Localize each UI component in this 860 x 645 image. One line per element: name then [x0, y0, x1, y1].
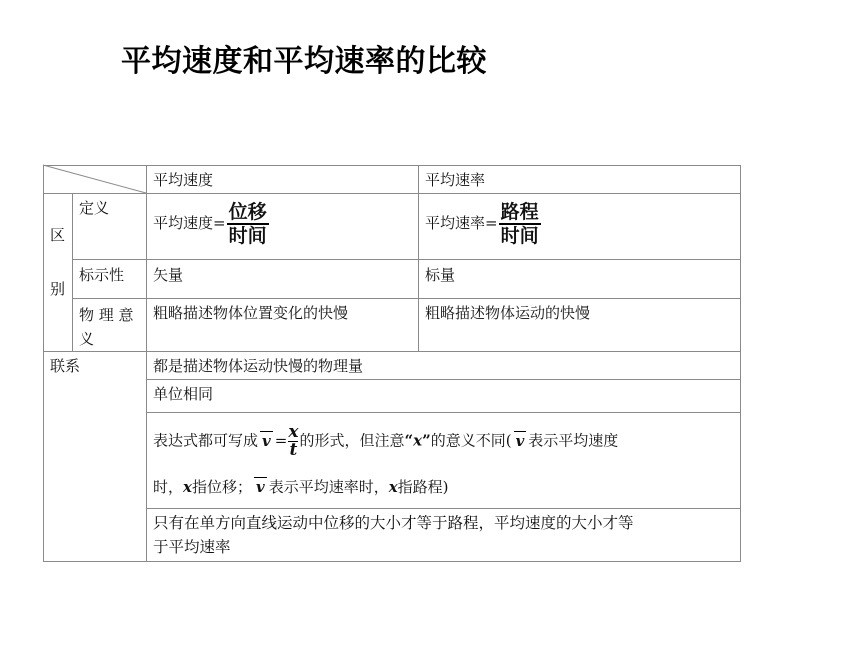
- velocity-numerator: 位移: [228, 201, 267, 223]
- distinction-label-char1: 区: [50, 226, 66, 244]
- page-title: 平均速度和平均速率的比较: [121, 44, 487, 79]
- table-rule: [72, 193, 73, 351]
- table-rule: [72, 259, 741, 260]
- relation-item-4-line-1: 只有在单方向直线运动中位移的大小才等于路程，平均速度的大小才等: [153, 514, 634, 532]
- definition-label: 定义: [79, 199, 110, 217]
- average-velocity-symbol: v: [262, 431, 271, 450]
- average-velocity-symbol: v: [515, 431, 525, 450]
- table-rule: [43, 165, 44, 562]
- table-rule: [43, 193, 741, 194]
- table-rule: [146, 379, 741, 380]
- speed-fraction: [499, 201, 541, 247]
- table-rule: [43, 351, 741, 352]
- relation-item-4-line-2: 于平均速率: [153, 538, 231, 556]
- table-rule: [43, 165, 741, 166]
- relation-item-3-line-1: 表达式都可写成 v = $\frac{x}{t}$ 的形式，但注意“x”的意义不同( v 表示平均速度: [153, 422, 619, 460]
- relation-item-1: 都是描述物体运动快慢的物理量: [153, 357, 364, 375]
- speed-denominator: 时间: [500, 225, 539, 247]
- header-avg-speed: 平均速率: [425, 171, 486, 189]
- x-over-t-fraction: $\frac{x}{t}$: [288, 422, 299, 460]
- vector-nature-label: 标示性: [79, 266, 125, 284]
- distinction-label-char2: 别: [50, 280, 66, 298]
- speed-numerator: 路程: [500, 201, 539, 223]
- table-rule: [72, 298, 741, 299]
- relation-label: 联系: [50, 357, 81, 375]
- speed-physical-meaning: 粗略描述物体运动的快慢: [425, 304, 591, 322]
- relation-item-2: 单位相同: [153, 385, 214, 403]
- physical-meaning-label: [79, 303, 134, 351]
- velocity-fraction: [227, 201, 269, 247]
- header-avg-velocity: 平均速度: [153, 171, 214, 189]
- velocity-vector-nature: 矢量: [153, 266, 184, 284]
- table-rule: [146, 508, 741, 509]
- table-rule: [146, 165, 147, 562]
- physical-meaning-label-line2: 义: [79, 330, 95, 348]
- speed-definition: [425, 201, 541, 247]
- velocity-definition-prefix: 平均速度=: [153, 214, 226, 232]
- velocity-denominator: 时间: [228, 225, 267, 247]
- speed-vector-nature: 标量: [425, 266, 456, 284]
- table-rule: [146, 412, 741, 413]
- relation-item-3-line-2: 时，x指位移； v 表示平均速率时，x指路程): [153, 478, 449, 496]
- table-rule: [740, 165, 741, 562]
- speed-definition-prefix: 平均速率=: [425, 214, 498, 232]
- table-rule: [43, 561, 741, 562]
- average-velocity-symbol: v: [255, 478, 265, 496]
- physical-meaning-label-line1: 物 理 意: [79, 306, 134, 324]
- table-rule: [418, 165, 419, 351]
- velocity-definition: [153, 201, 269, 247]
- velocity-physical-meaning: 粗略描述物体位置变化的快慢: [153, 304, 349, 322]
